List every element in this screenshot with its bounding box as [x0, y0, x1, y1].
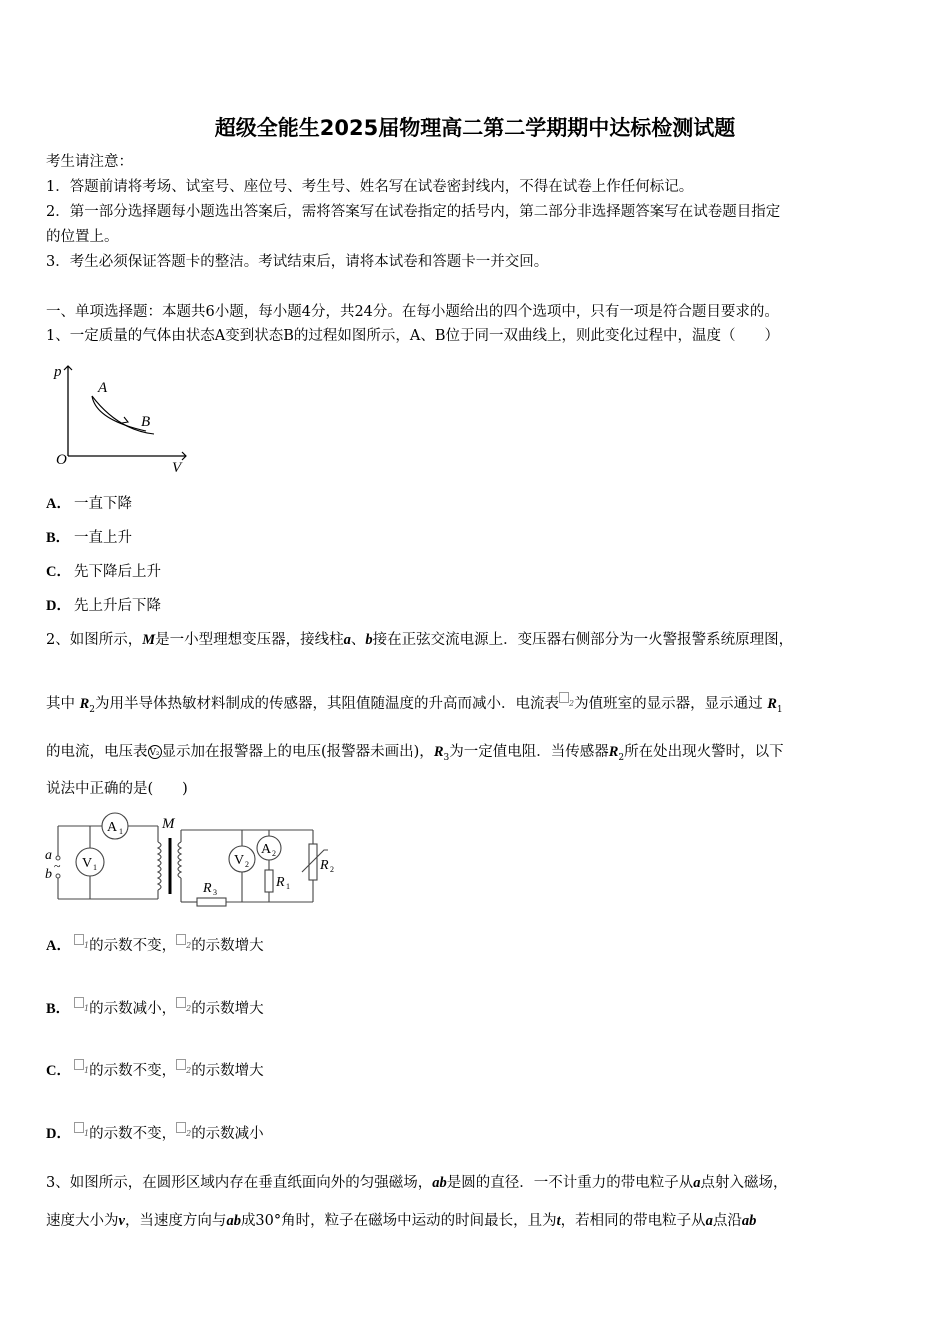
option-text: 的示数减小 [191, 1126, 264, 1142]
option-text: 的示数不变， [89, 938, 177, 954]
q1-option-a[interactable] [46, 494, 132, 514]
text: 是一小型理想变压器，接线柱 [155, 632, 344, 648]
text: 速度大小为 [46, 1213, 119, 1229]
label-r2-sub: 2 [330, 865, 334, 874]
text: ，当速度方向与 [124, 1213, 227, 1229]
text: ，若相同的带电粒子从 [560, 1213, 706, 1229]
label-v1: V [82, 856, 93, 871]
ammeter-a1-icon [74, 1122, 84, 1133]
point-a-label: A [98, 380, 108, 396]
text: 点沿 [712, 1213, 742, 1229]
var-ab: ab [226, 1213, 241, 1229]
option-label: C． [46, 564, 71, 580]
subscript: 1 [84, 1004, 90, 1013]
option-label: D． [46, 598, 71, 614]
ammeter-a1-icon [74, 997, 84, 1008]
option-text: 的示数不变， [89, 1063, 177, 1079]
text: 的电流，电压表 [46, 744, 148, 760]
subscript: 2 [186, 1066, 192, 1075]
var-ab: ab [741, 1213, 757, 1229]
text: 是圆的直径．一不计重力的带电粒子从 [446, 1175, 694, 1191]
origin-label: O [56, 452, 67, 468]
label-v1-sub: 1 [93, 863, 97, 872]
notice-heading: 考生请注意： [46, 154, 133, 170]
label-r2: R [320, 858, 329, 873]
voltmeter-v2-icon [176, 1122, 186, 1133]
axis-v-label: V [172, 460, 182, 476]
label-terminal-a: a [45, 848, 52, 863]
option-label: A． [46, 938, 71, 954]
var-m: M [142, 632, 156, 648]
var-r2: R [79, 696, 90, 712]
label-r1-sub: 1 [286, 882, 290, 891]
notice-item-2: 2．第一部分选择题每小题选出答案后，需将答案写在试卷指定的括号内，第二部分非选择题答案写在试卷题目指定 [46, 204, 781, 220]
subscript: 2 [89, 704, 96, 715]
point-b-label: B [141, 414, 151, 430]
pv-diagram [48, 360, 193, 480]
var-r2: R [608, 744, 619, 760]
var-r3: R [433, 744, 444, 760]
label-v2-sub: 2 [245, 860, 249, 869]
ammeter-icon [559, 692, 569, 703]
label-r3: R [203, 881, 212, 896]
subscript: 2 [618, 752, 625, 763]
subscript: 1 [84, 1066, 90, 1075]
option-label: A． [46, 496, 71, 512]
text: 所在处出现火警时，以下 [624, 744, 784, 760]
text: 其中 [46, 696, 75, 712]
label-r1: R [276, 875, 285, 890]
voltmeter-v2-icon [176, 934, 186, 945]
option-text: 的示数不变， [89, 1126, 177, 1142]
text: 为一定值电阻．当传感器 [449, 744, 609, 760]
option-text: 先下降后上升 [74, 564, 161, 580]
notice-item-3: 3．考生必须保证答题卡的整洁。考试结束后，请将本试卷和答题卡一并交回。 [46, 254, 549, 270]
text: 成30°角时，粒子在磁场中运动的时间最长，且为 [240, 1213, 557, 1229]
page-title: 超级全能生2025届物理高二第二学期期中达标检测试题 [214, 116, 736, 140]
label-a2: A [261, 842, 272, 857]
ammeter-a1-icon [74, 1059, 84, 1070]
var-ab: ab [432, 1175, 447, 1191]
var-b: b [365, 632, 373, 648]
option-label: D． [46, 1126, 71, 1142]
option-label: C． [46, 1063, 71, 1079]
subscript: 2 [186, 1129, 192, 1138]
notice-item-2-cont: 的位置上。 [46, 229, 119, 245]
label-a1: A [107, 820, 118, 835]
subscript: 2 [186, 941, 192, 950]
text: 接在正弦交流电源上．变压器右侧部分为一火警报警系统原理图， [372, 632, 794, 648]
q1-option-d[interactable] [46, 596, 161, 616]
text: 、 [350, 632, 366, 648]
voltmeter-v1-icon [74, 934, 84, 945]
var-r1: R [767, 696, 777, 712]
voltmeter-icon: V₂ [148, 745, 162, 759]
text: 3、如图所示，在圆形区域内存在垂直纸面向外的匀强磁场， [46, 1175, 433, 1191]
text: 为用半导体热敏材料制成的传感器，其阻值随温度的升高而减小．电流表 [95, 696, 560, 712]
option-text: 一直上升 [74, 530, 132, 546]
var-a: a [705, 1213, 713, 1229]
label-ac-source: ~ [54, 859, 61, 873]
circuit-diagram [40, 812, 350, 908]
q1-option-b[interactable] [46, 528, 132, 548]
subscript: 1 [84, 941, 90, 950]
var-t: t [556, 1213, 561, 1229]
section-heading: 一、单项选择题：本题共6小题，每小题4分，共24分。在每小题给出的四个选项中，只有一项是符合题目要求的。 [46, 304, 779, 320]
q2-option-c[interactable] [46, 1061, 264, 1081]
axis-p-label: p [54, 364, 62, 380]
question-3-stem-line-2 [46, 1211, 756, 1231]
question-3-stem-line-1 [46, 1173, 787, 1193]
question-2-stem-line-1 [46, 630, 793, 650]
question-2-stem-line-4: 说法中正确的是( ) [46, 781, 188, 797]
option-text: 的示数增大 [191, 1001, 264, 1017]
var-a: a [343, 632, 351, 648]
subscript: 2 [569, 699, 575, 708]
ammeter-a2-icon [176, 997, 186, 1008]
label-terminal-b: b [45, 867, 52, 882]
option-text: 一直下降 [74, 496, 132, 512]
subscript: 1 [776, 704, 783, 715]
question-1-stem: 1、一定质量的气体由状态A变到状态B的过程如图所示，A、B位于同一双曲线上，则此变化过程中，温度（ ） [46, 328, 779, 344]
label-r3-sub: 3 [213, 888, 217, 897]
question-2-stem-line-3 [46, 742, 784, 768]
question-2-stem-line-2 [46, 694, 783, 720]
subscript: 2 [186, 1004, 192, 1013]
option-label: B． [46, 1001, 71, 1017]
q2-option-b[interactable] [46, 999, 264, 1019]
label-a1-sub: 1 [119, 827, 123, 836]
subscript: 1 [84, 1129, 90, 1138]
option-text: 的示数增大 [191, 938, 264, 954]
notice-item-1: 1．答题前请将考场、试室号、座位号、考生号、姓名写在试卷密封线内，不得在试卷上作任何标记。 [46, 179, 694, 195]
voltmeter-v2-icon [176, 1059, 186, 1070]
label-a2-sub: 2 [272, 849, 276, 858]
option-text: 的示数减小， [89, 1001, 177, 1017]
q1-option-c[interactable] [46, 562, 161, 582]
q2-option-a[interactable] [46, 936, 264, 956]
option-text: 的示数增大 [191, 1063, 264, 1079]
option-label: B． [46, 530, 71, 546]
label-v2: V [234, 853, 245, 868]
var-v: v [118, 1213, 125, 1229]
q2-option-d[interactable] [46, 1124, 264, 1144]
subscript: 3 [443, 752, 450, 763]
text: 点射入磁场， [700, 1175, 788, 1191]
option-text: 先上升后下降 [74, 598, 161, 614]
var-a: a [693, 1175, 701, 1191]
label-m: M [162, 816, 175, 832]
text: 显示加在报警器上的电压(报警器未画出)， [161, 744, 434, 760]
text: 为值班室的显示器，显示通过 [574, 696, 763, 712]
text: 2、如图所示， [46, 632, 143, 648]
